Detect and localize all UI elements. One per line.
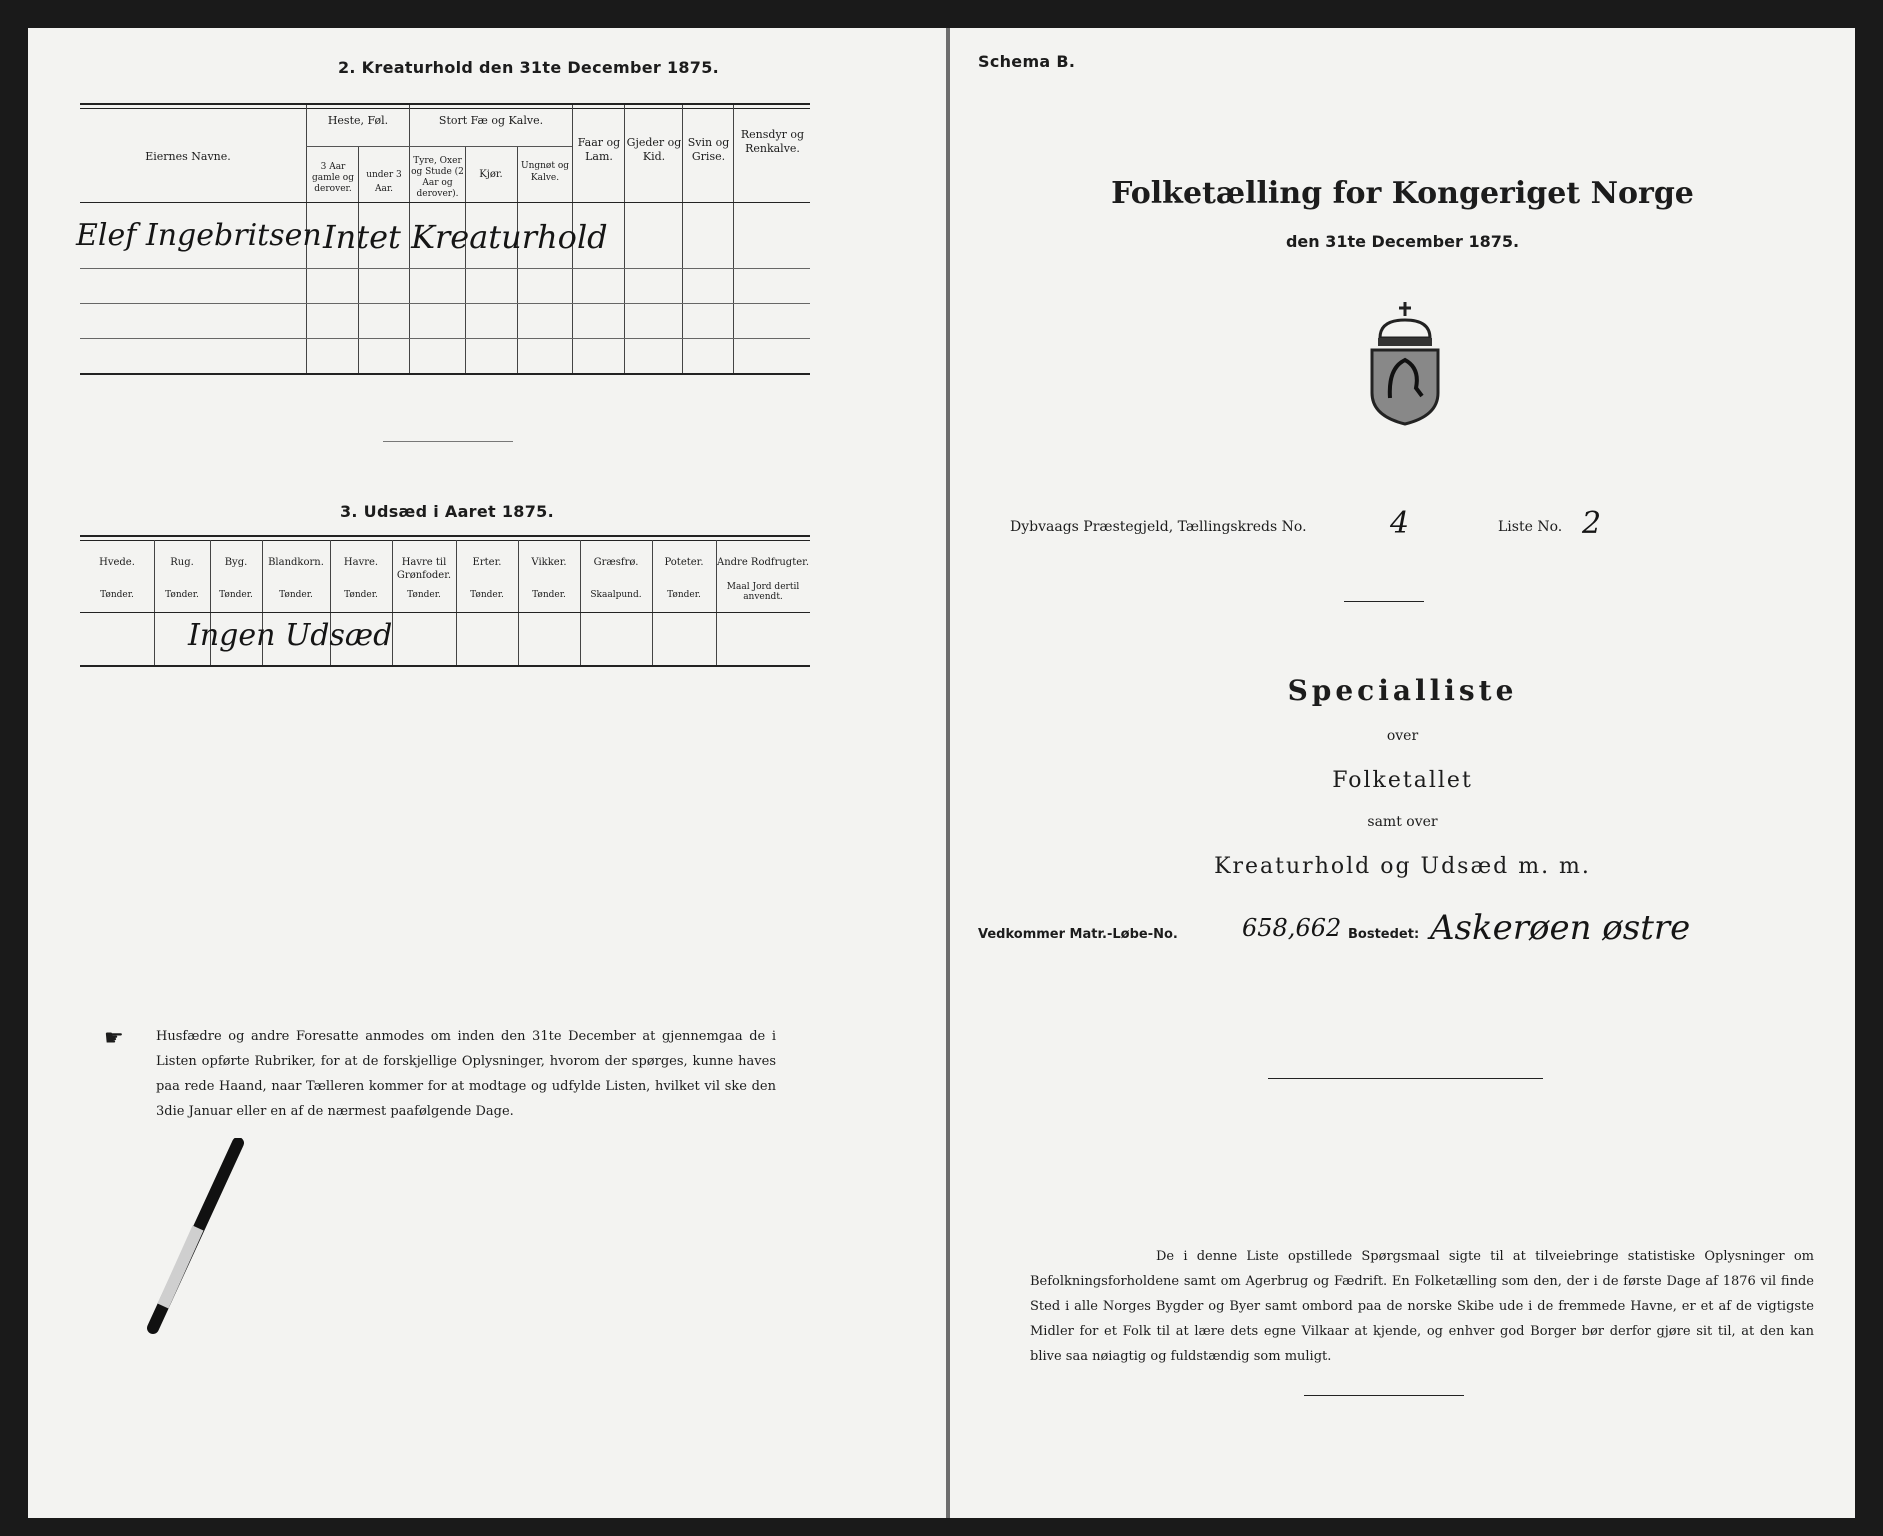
table3-bottom-rule xyxy=(80,665,810,667)
sowing-col-unit: Tønder. xyxy=(667,590,701,600)
header-horses: Heste, Føl. xyxy=(327,114,389,127)
table2-bottom-rule xyxy=(80,373,810,375)
notice-text: Husfædre og andre Foresatte anmodes om inden den 31te December at gjennemgaa de i Listen opførte Rubriker, for at de forskjellige Oplysninger, hvorom der spørges, kunne haves paa rede Haand, naar Tælleren kommer for at modtage og udfylde Listen, hvilket vil ske den 3die Januar eller en af de nærmest paafølgende Dage. xyxy=(156,1029,776,1119)
sowing-col-name: Byg. xyxy=(224,557,248,568)
sowing-col-unit: Tønder. xyxy=(344,590,378,600)
sowing-col-name: Havre til Grønfoder. xyxy=(396,557,452,581)
header-cattle-c: Ungnøt og Kalve. xyxy=(520,161,569,183)
livestock-note: Intet Kreaturhold xyxy=(323,218,608,256)
table2-vline xyxy=(624,105,625,375)
right-page xyxy=(950,28,1855,1518)
table3-header-rule xyxy=(80,612,810,613)
table2-row-rule xyxy=(80,338,810,339)
main-title: Folketælling for Kongeriget Norge xyxy=(1111,176,1694,211)
sowing-col-name: Græsfrø. xyxy=(593,557,639,568)
section2-title: 2. Kreaturhold den 31te December 1875. xyxy=(338,58,720,77)
header-goats: Gjeder og Kid. xyxy=(626,136,682,163)
special-title: Specialliste xyxy=(1287,674,1518,707)
matr-label: Vedkommer Matr.-Løbe-No. xyxy=(978,927,1178,942)
header-cattle-a: Tyre, Oxer og Stude (2 Aar og derover). xyxy=(411,156,464,199)
header-sheep: Faar og Lam. xyxy=(577,136,621,163)
table2-vline xyxy=(733,105,734,375)
header-horses-a: 3 Aar gamle og derover. xyxy=(312,162,354,194)
sowing-col-name: Rug. xyxy=(170,557,194,568)
table2-row-rule xyxy=(80,268,810,269)
footer-text: De i denne Liste opstillede Spørgsmaal sigte til at tilveiebringe statistiske Oplysninger om Befolkningsforholdene samt om Agerbrug og Fædrift. En Folketælling som den, der i de første Dage af 1876 vil finde Sted i alle Norges Bygder og Byer samt ombord paa de norske Skibe ude i de fremmede Havne, er et af de vigtigste Midler for et Folk til at lære dets egne Vilkaar at kjende, og enhver god Borger bør derfor gjøre sit til, at den kan blive saa nøiagtig og fuldstændig som muligt. xyxy=(1030,1249,1814,1364)
folketallet-text: Folketallet xyxy=(1332,768,1473,793)
table3-top-rule xyxy=(80,535,810,537)
parish-label: Dybvaags Præstegjeld, Tællingskreds No. xyxy=(1010,519,1307,535)
sowing-col-unit: Tønder. xyxy=(279,590,313,600)
over-text: over xyxy=(1386,728,1419,744)
list-label: Liste No. xyxy=(1498,519,1563,535)
section3-title: 3. Udsæd i Aaret 1875. xyxy=(340,502,554,521)
table2-top-rule xyxy=(80,103,810,105)
sowing-col-name: Andre Rodfrugter. xyxy=(716,557,809,568)
sowing-col-name: Poteter. xyxy=(664,557,704,568)
sowing-note: Ingen Udsæd xyxy=(188,618,393,653)
coat-of-arms-icon xyxy=(1360,298,1450,428)
sowing-col-unit: Tønder. xyxy=(532,590,566,600)
pointing-hand-icon: ☛ xyxy=(104,1026,124,1051)
sowing-col-unit: Tønder. xyxy=(407,590,441,600)
header-horses-b: under 3 Aar. xyxy=(366,170,402,194)
district-no: 4 xyxy=(1390,506,1410,541)
main-subtitle: den 31te December 1875. xyxy=(1285,232,1520,251)
bostedet-value: Askerøen østre xyxy=(1430,908,1691,948)
table2-header-rule xyxy=(80,202,810,203)
sowing-col-name: Hvede. xyxy=(99,557,135,568)
table2-row-rule xyxy=(80,303,810,304)
separator-rule xyxy=(383,441,513,442)
kreaturhold-text: Kreaturhold og Udsæd m. m. xyxy=(1214,854,1591,879)
sowing-col-unit: Skaalpund. xyxy=(590,590,642,600)
header-owner: Eiernes Navne. xyxy=(145,150,231,163)
sowing-col-unit: Tønder. xyxy=(165,590,199,600)
schema-label: Schema B. xyxy=(978,52,1076,71)
header-reindeer: Rensdyr og Renkalve. xyxy=(740,128,805,155)
header-cattle-b: Kjør. xyxy=(479,169,503,180)
table2-sub-rule xyxy=(306,146,572,147)
owner-name: Elef Ingebritsen xyxy=(76,218,322,253)
sowing-col-name: Blandkorn. xyxy=(268,557,324,568)
left-page xyxy=(28,28,946,1518)
table3-top-rule-thin xyxy=(80,540,810,541)
separator-rule xyxy=(1344,601,1424,602)
table2-top-rule-thin xyxy=(80,108,810,109)
matr-no: 658,662 xyxy=(1242,914,1342,942)
pen-icon xyxy=(138,1138,258,1338)
list-no: 2 xyxy=(1582,506,1602,541)
separator-rule xyxy=(1304,1395,1464,1396)
sowing-col-name: Havre. xyxy=(343,557,379,568)
bostedet-label: Bostedet: xyxy=(1348,927,1420,942)
sowing-col-name: Erter. xyxy=(472,557,502,568)
header-pigs: Svin og Grise. xyxy=(687,136,730,163)
header-cattle: Stort Fæ og Kalve. xyxy=(438,114,544,127)
sowing-col-unit: Tønder. xyxy=(219,590,253,600)
table2-vline xyxy=(682,105,683,375)
sowing-col-unit: Tønder. xyxy=(470,590,504,600)
sowing-col-unit: Tønder. xyxy=(100,590,134,600)
samt-over-text: samt over xyxy=(1367,814,1438,830)
separator-rule xyxy=(1268,1078,1543,1079)
sowing-col-unit: Maal Jord dertil anvendt. xyxy=(726,582,800,602)
sowing-col-name: Vikker. xyxy=(531,557,567,568)
